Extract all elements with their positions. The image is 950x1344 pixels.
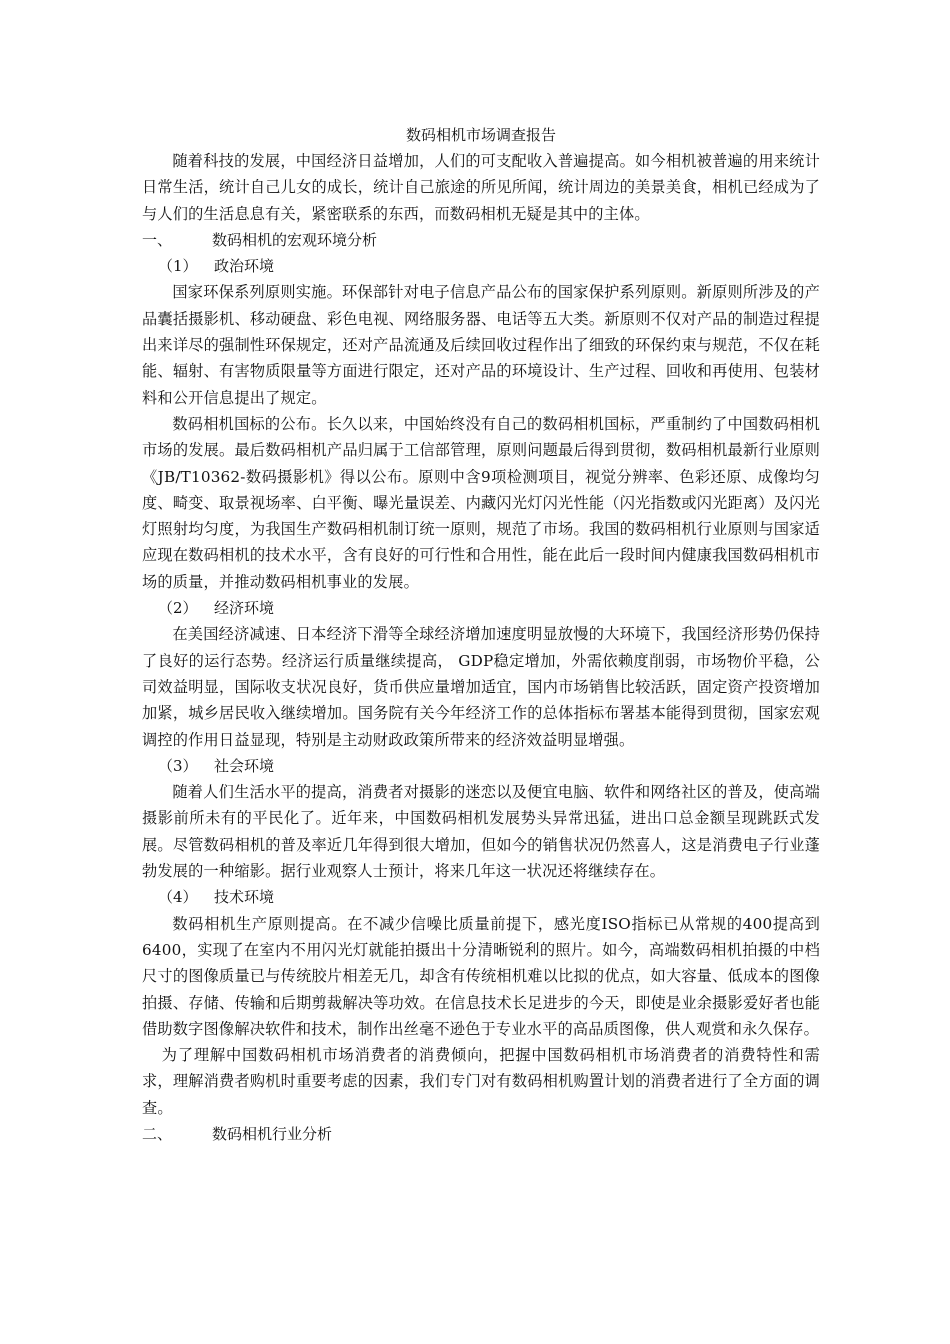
economic-paragraph: 在美国经济减速、日本经济下滑等全球经济增加速度明显放慢的大环境下，我国经济形势仍保持了良好的运行态势。经济运行质量继续提高， GDP稳定增加，外需依赖度削弱，市场物价平稳，公司效益明显，国际收支状况良好，货币供应量增加适宜，国内市场销售比较活跃，固定资产投资增加加紧，城乡居民收入继续增加。国务院有关今年经济工作的总体指标布署基本能得到贯彻，国家宏观调控的作用日益显现，特别是主动财政政策所带来的经济效益明显增强。: [142, 625, 820, 749]
document-title: 数码相机市场调查报告: [405, 126, 556, 144]
social-paragraph: 随着人们生活水平的提高，消费者对摄影的迷恋以及便宜电脑、软件和网络社区的普及，使高端摄影前所未有的平民化了。近年来，中国数码相机发展势头异常迅猛，进出口总金额呈现跳跃式发展。尽管数码相机的普及率近几年得到很大增加，但如今的销售状况仍然喜人，这是消费电子行业蓬勃发展的一种缩影。据行业观察人士预计，将来几年这一状况还将继续存在。: [142, 783, 820, 881]
political-paragraph-2: 数码相机国标的公布。长久以来，中国始终没有自己的数码相机国标，严重制约了中国数码相机市场的发展。最后数码相机产品归属于工信部管理，原则问题最后得到贯彻，数码相机最新行业原则《JB/T10362-数码摄影机》得以公布。原则中含9项检测项目，视觉分辨率、色彩还原、成像均匀度、畸变、取景视场率、白平衡、曝光量误差、内藏闪光灯闪光性能（闪光指数或闪光距离）及闪光灯照射均匀度，为我国生产数码相机制订统一原则，规范了市场。我国的数码相机行业原则与国家适应现在数码相机的技术水平，含有良好的可行性和合用性，能在此后一段时间内健康我国数码相机市场的质量，并推动数码相机事业的发展。: [142, 414, 820, 591]
subsection-number: （3）: [158, 756, 198, 775]
subsection-number: （1）: [158, 257, 198, 276]
subsection-number: （2）: [158, 599, 198, 618]
section-heading-1: [142, 227, 820, 253]
section-number: 二、: [142, 1124, 173, 1143]
technical-paragraph: 数码相机生产原则提高。在不减少信噪比质量前提下，感光度ISO指标已从常规的400提高到6400，实现了在室内不用闪光灯就能拍摄出十分清晰锐利的照片。如今，高端数码相机拍摄的中档尺寸的图像质量已与传统胶片相差无几，却含有传统相机难以比拟的优点，如大容量、低成本的图像拍摄、存储、传输和后期剪裁解决等功效。在信息技术长足进步的今天，即使是业余摄影爱好者也能借助数字图像解决软件和技术，制作出丝毫不逊色于专业水平的高品质图像，供人观赏和永久保存。: [142, 914, 820, 1038]
subsection-title: 经济环境: [214, 599, 275, 618]
subsection-heading-economic: [142, 595, 820, 621]
subsection-title: 技术环境: [214, 888, 275, 907]
section-number: 一、: [142, 230, 173, 249]
subsection-title: 社会环境: [214, 756, 275, 775]
subsection-heading-social: [142, 753, 820, 779]
closing-paragraph: 为了理解中国数码相机市场消费者的消费倾向，把握中国数码相机市场消费者的消费特性和需求，理解消费者购机时重要考虑的因素，我们专门对有数码相机购置计划的消费者进行了全方面的调查。: [142, 1046, 820, 1117]
section-title: 数码相机的宏观环境分析: [212, 230, 378, 249]
section-title: 数码相机行业分析: [212, 1124, 333, 1143]
document-body: [142, 122, 820, 1147]
subsection-heading-technical: [142, 884, 820, 910]
section-heading-2: [142, 1121, 820, 1147]
intro-paragraph: 随着科技的发展，中国经济日益增加，人们的可支配收入普遍提高。如今相机被普遍的用来统计日常生活，统计自己儿女的成长，统计自己旅途的所见所闻，统计周边的美景美食，相机已经成为了与人们的生活息息有关，紧密联系的东西，而数码相机无疑是其中的主体。: [142, 152, 820, 223]
subsection-heading-political: [142, 253, 820, 279]
subsection-title: 政治环境: [214, 257, 275, 276]
political-paragraph-1: 国家环保系列原则实施。环保部针对电子信息产品公布的国家保护系列原则。新原则所涉及的产品囊括摄影机、移动硬盘、彩色电视、网络服务器、电话等五大类。新原则不仅对产品的制造过程提出来详尽的强制性环保规定，还对产品流通及后续回收过程作出了细致的环保约束与规范，不仅在耗能、辐射、有害物质限量等方面进行限定，还对产品的环境设计、生产过程、回收和再使用、包装材料和公开信息提出了规定。: [142, 283, 820, 407]
subsection-number: （4）: [158, 888, 198, 907]
